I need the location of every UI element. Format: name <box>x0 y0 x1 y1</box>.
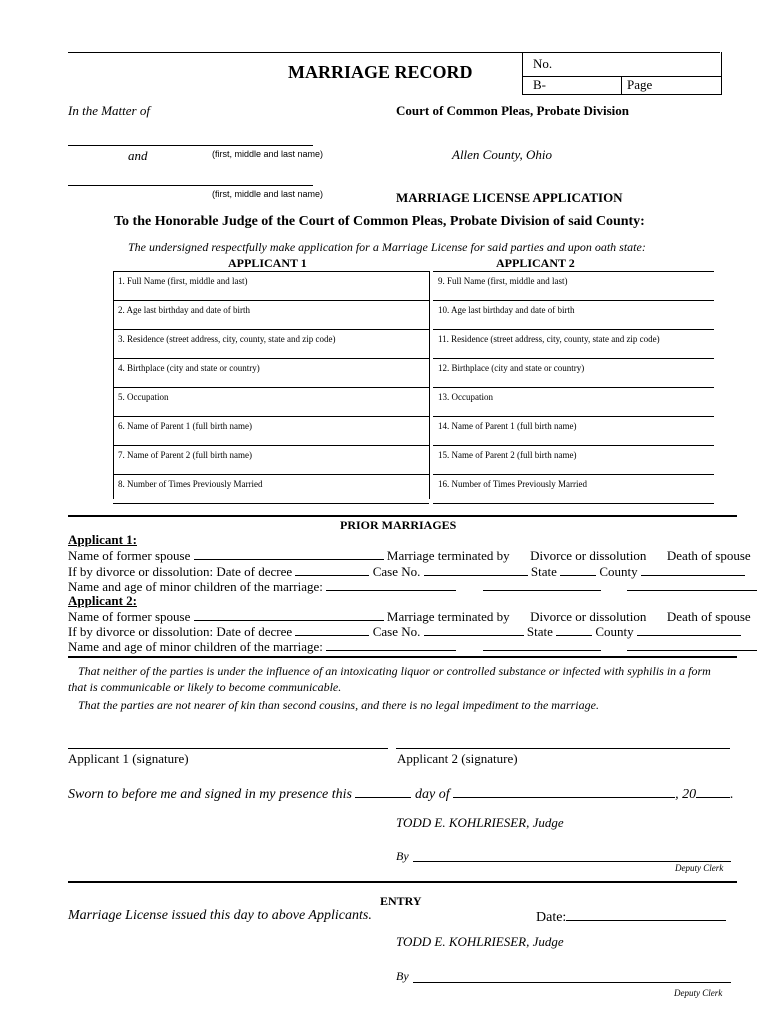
field-input-line[interactable] <box>433 387 714 388</box>
field-label: 9. Full Name (first, middle and last) <box>438 276 568 286</box>
day-of-label: day of <box>414 787 450 802</box>
and-label: and <box>128 148 148 163</box>
field-label: 13. Occupation <box>438 392 493 402</box>
page-title: MARRIAGE RECORD <box>288 62 473 82</box>
judge-name-1: TODD E. KOHLRIESER, Judge <box>396 815 564 830</box>
minor-children-field-1[interactable] <box>326 578 456 591</box>
a1-signature-label: Applicant 1 (signature) <box>68 751 189 766</box>
applicant1-heading: APPLICANT 1 <box>228 256 307 270</box>
field-input-line[interactable] <box>113 416 429 417</box>
page-label: Page <box>627 77 653 92</box>
field-input-line[interactable] <box>113 387 429 388</box>
prior-a1-row3 <box>68 578 757 595</box>
b-label: B- <box>533 77 546 92</box>
county-field[interactable] <box>641 563 745 576</box>
former-spouse-field[interactable] <box>194 608 384 621</box>
a2-signature-line[interactable] <box>396 748 730 749</box>
a2-signature-label: Applicant 2 (signature) <box>397 751 518 766</box>
former-spouse-field[interactable] <box>194 547 384 560</box>
name-hint-1: (first, middle and last name) <box>212 149 324 159</box>
period-mark: . <box>730 787 734 802</box>
sworn-month-field[interactable] <box>453 785 675 798</box>
case-label: Case No. <box>372 624 421 639</box>
by-label-1: By <box>396 849 409 863</box>
field-input-line[interactable] <box>113 358 429 359</box>
grid-left <box>113 271 114 499</box>
case-field[interactable] <box>424 623 524 636</box>
death-option[interactable]: Death of spouse <box>666 609 751 624</box>
sworn-year-field[interactable] <box>696 785 730 798</box>
county-label: Allen County, Ohio <box>452 147 553 162</box>
minor-children-field-1[interactable] <box>326 638 456 651</box>
prior-a2-label: Applicant 2: <box>68 593 137 608</box>
field-input-line[interactable] <box>113 445 429 446</box>
entry-issued: Marriage License issued this day to above Applicants. <box>68 908 372 923</box>
name-line-2[interactable] <box>68 185 313 186</box>
case-label: Case No. <box>372 564 421 579</box>
grid-mid <box>429 271 430 499</box>
case-field[interactable] <box>424 563 528 576</box>
record-number-box <box>522 52 722 95</box>
field-input-line[interactable] <box>113 474 429 475</box>
by-label-2: By <box>396 969 409 983</box>
intro-line: The undersigned respectfully make application for a Marriage License for said parties and upon oath state: <box>128 240 646 254</box>
field-input-line[interactable] <box>433 474 714 475</box>
address-line: To the Honorable Judge of the Court of Common Pleas, Probate Division of said County: <box>114 214 645 229</box>
county-field[interactable] <box>637 623 741 636</box>
field-label: 2. Age last birthday and date of birth <box>118 305 250 315</box>
prior-a1-row1 <box>68 547 751 564</box>
field-label: 3. Residence (street address, city, county, state and zip code) <box>118 334 336 344</box>
minor-children-field-2[interactable] <box>483 578 601 591</box>
entry-date-row <box>536 908 726 926</box>
field-label: 7. Name of Parent 2 (full birth name) <box>118 450 252 460</box>
oath-paragraph-2: That the parties are not nearer of kin than second cousins, and there is no legal impediment to the marriage. <box>78 698 599 712</box>
in-matter-label: In the Matter of <box>68 103 150 118</box>
divorce-option[interactable]: Divorce or dissolution <box>530 548 647 563</box>
field-label: 15. Name of Parent 2 (full birth name) <box>438 450 577 460</box>
box-divider <box>523 76 721 77</box>
field-label: 14. Name of Parent 1 (full birth name) <box>438 421 577 431</box>
field-label: 6. Name of Parent 1 (full birth name) <box>118 421 252 431</box>
sworn-row <box>68 785 734 803</box>
grid-top-2 <box>433 271 714 272</box>
prior-a2-row3 <box>68 638 757 655</box>
state-field[interactable] <box>560 563 596 576</box>
field-input-line[interactable] <box>113 300 429 301</box>
year-label: , 20 <box>675 787 697 802</box>
entry-date-field[interactable] <box>566 908 726 921</box>
oath-rule <box>68 656 737 658</box>
field-input-line[interactable] <box>433 445 714 446</box>
grid-top-1 <box>113 271 429 272</box>
minor-children-label: Name and age of minor children of the marriage: <box>68 579 323 594</box>
deputy-signature-line-2[interactable] <box>413 982 731 983</box>
box-vdivider <box>621 76 622 94</box>
no-label: No. <box>533 56 553 71</box>
sworn-label: Sworn to before me and signed in my presence this <box>68 787 352 802</box>
state-label: State <box>526 624 553 639</box>
field-input-line[interactable] <box>433 416 714 417</box>
sworn-day-field[interactable] <box>355 785 411 798</box>
minor-children-label: Name and age of minor children of the marriage: <box>68 639 323 654</box>
license-title: MARRIAGE LICENSE APPLICATION <box>396 190 623 205</box>
field-input-line[interactable] <box>113 329 429 330</box>
name-line-1[interactable] <box>68 145 313 146</box>
minor-children-field-3[interactable] <box>627 638 757 651</box>
deputy-label-2: Deputy Clerk <box>674 988 723 998</box>
former-spouse-label: Name of former spouse <box>68 548 191 563</box>
field-input-line[interactable] <box>113 503 429 504</box>
former-spouse-label: Name of former spouse <box>68 609 191 624</box>
decree-label: If by divorce or dissolution: Date of decree <box>68 624 293 639</box>
deputy-label-1: Deputy Clerk <box>675 863 724 873</box>
field-input-line[interactable] <box>433 329 714 330</box>
field-input-line[interactable] <box>433 358 714 359</box>
field-label: 10. Age last birthday and date of birth <box>438 305 575 315</box>
minor-children-field-3[interactable] <box>627 578 757 591</box>
prior-heading: PRIOR MARRIAGES <box>340 518 457 532</box>
name-hint-2: (first, middle and last name) <box>212 189 324 199</box>
county-label: County <box>595 624 634 639</box>
state-label: State <box>530 564 557 579</box>
state-field[interactable] <box>556 623 592 636</box>
field-input-line[interactable] <box>433 300 714 301</box>
field-label: 1. Full Name (first, middle and last) <box>118 276 248 286</box>
field-label: 11. Residence (street address, city, county, state and zip code) <box>438 334 660 344</box>
oath-paragraph-1: That neither of the parties is under the influence of an intoxicating liquor or controlled substance or infected with syphilis in a form that is communicable or likely to become communicable. <box>68 664 711 694</box>
deputy-signature-line-1[interactable] <box>413 861 731 862</box>
field-label: 8. Number of Times Previously Married <box>118 479 263 489</box>
prior-a1-label: Applicant 1: <box>68 532 137 547</box>
prior-rule <box>68 515 737 517</box>
court-name: Court of Common Pleas, Probate Division <box>396 103 630 118</box>
decree-label: If by divorce or dissolution: Date of decree <box>68 564 293 579</box>
divorce-option[interactable]: Divorce or dissolution <box>530 609 647 624</box>
entry-date-label: Date: <box>536 910 567 925</box>
field-label: 4. Birthplace (city and state or country) <box>118 363 260 373</box>
terminated-label: Marriage terminated by <box>386 548 510 563</box>
field-label: 12. Birthplace (city and state or country) <box>438 363 585 373</box>
field-label: 5. Occupation <box>118 392 169 402</box>
field-input-line[interactable] <box>433 503 714 504</box>
county-label: County <box>599 564 638 579</box>
decree-field[interactable] <box>295 563 369 576</box>
entry-rule <box>68 881 737 883</box>
terminated-label: Marriage terminated by <box>386 609 510 624</box>
entry-heading: ENTRY <box>380 894 422 908</box>
applicant2-heading: APPLICANT 2 <box>496 256 575 270</box>
death-option[interactable]: Death of spouse <box>666 548 751 563</box>
judge-name-2: TODD E. KOHLRIESER, Judge <box>396 934 564 949</box>
minor-children-field-2[interactable] <box>483 638 601 651</box>
decree-field[interactable] <box>295 623 369 636</box>
field-label: 16. Number of Times Previously Married <box>438 479 587 489</box>
a1-signature-line[interactable] <box>68 748 388 749</box>
